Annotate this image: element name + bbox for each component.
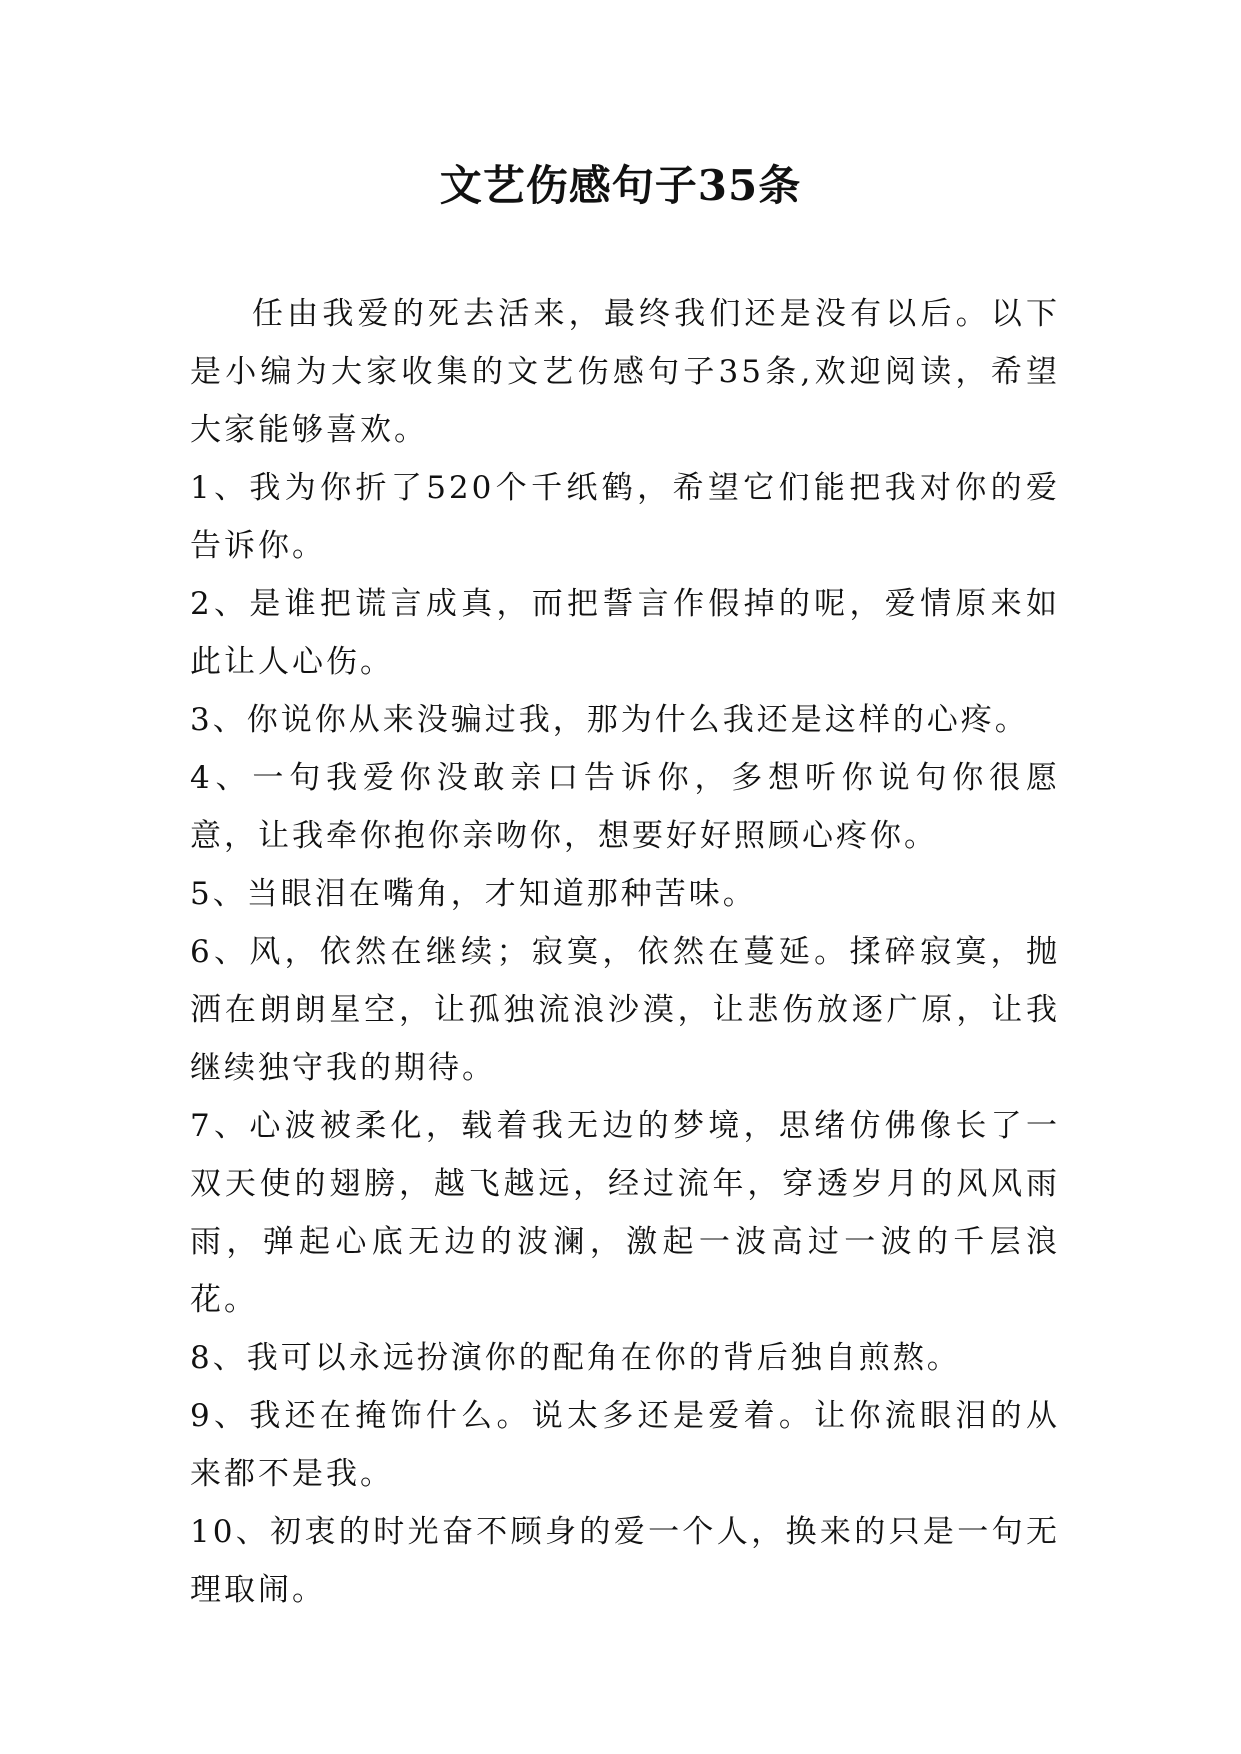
document-body [190,285,1060,1619]
list-item: 5、当眼泪在嘴角，才知道那种苦味。 [190,876,757,912]
intro-paragraph: 任由我爱的死去活来，最终我们还是没有以后。以下是小编为大家收集的文艺伤感句子35条,欢迎阅读，希望大家能够喜欢。 [190,296,1060,448]
list-item: 8、我可以永远扮演你的配角在你的背后独自煎熬。 [190,1340,961,1376]
list-item: 6、风，依然在继续；寂寞，依然在蔓延。揉碎寂寞，抛洒在朗朗星空，让孤独流浪沙漠，让悲伤放逐广原，让我继续独守我的期待。 [190,934,1060,1086]
list-item: 1、我为你折了520个千纸鹤，希望它们能把我对你的爱告诉你。 [190,470,1060,564]
list-item: 9、我还在掩饰什么。说太多还是爱着。让你流眼泪的从来都不是我。 [190,1398,1060,1492]
list-item: 3、你说你从来没骗过我，那为什么我还是这样的心疼。 [190,702,1029,738]
document-title: 文艺伤感句子35条 [439,161,802,210]
list-item: 4、一句我爱你没敢亲口告诉你，多想听你说句你很愿意，让我牵你抱你亲吻你，想要好好照顾心疼你。 [190,760,1060,854]
list-item: 10、初衷的时光奋不顾身的爱一个人，换来的只是一句无理取闹。 [190,1514,1060,1608]
list-item: 7、心波被柔化，载着我无边的梦境，思绪仿佛像长了一双天使的翅膀，越飞越远，经过流年，穿透岁月的风风雨雨，弹起心底无边的波澜，激起一波高过一波的千层浪花。 [190,1108,1060,1318]
list-item: 2、是谁把谎言成真，而把誓言作假掉的呢，爱情原来如此让人心伤。 [190,586,1060,680]
